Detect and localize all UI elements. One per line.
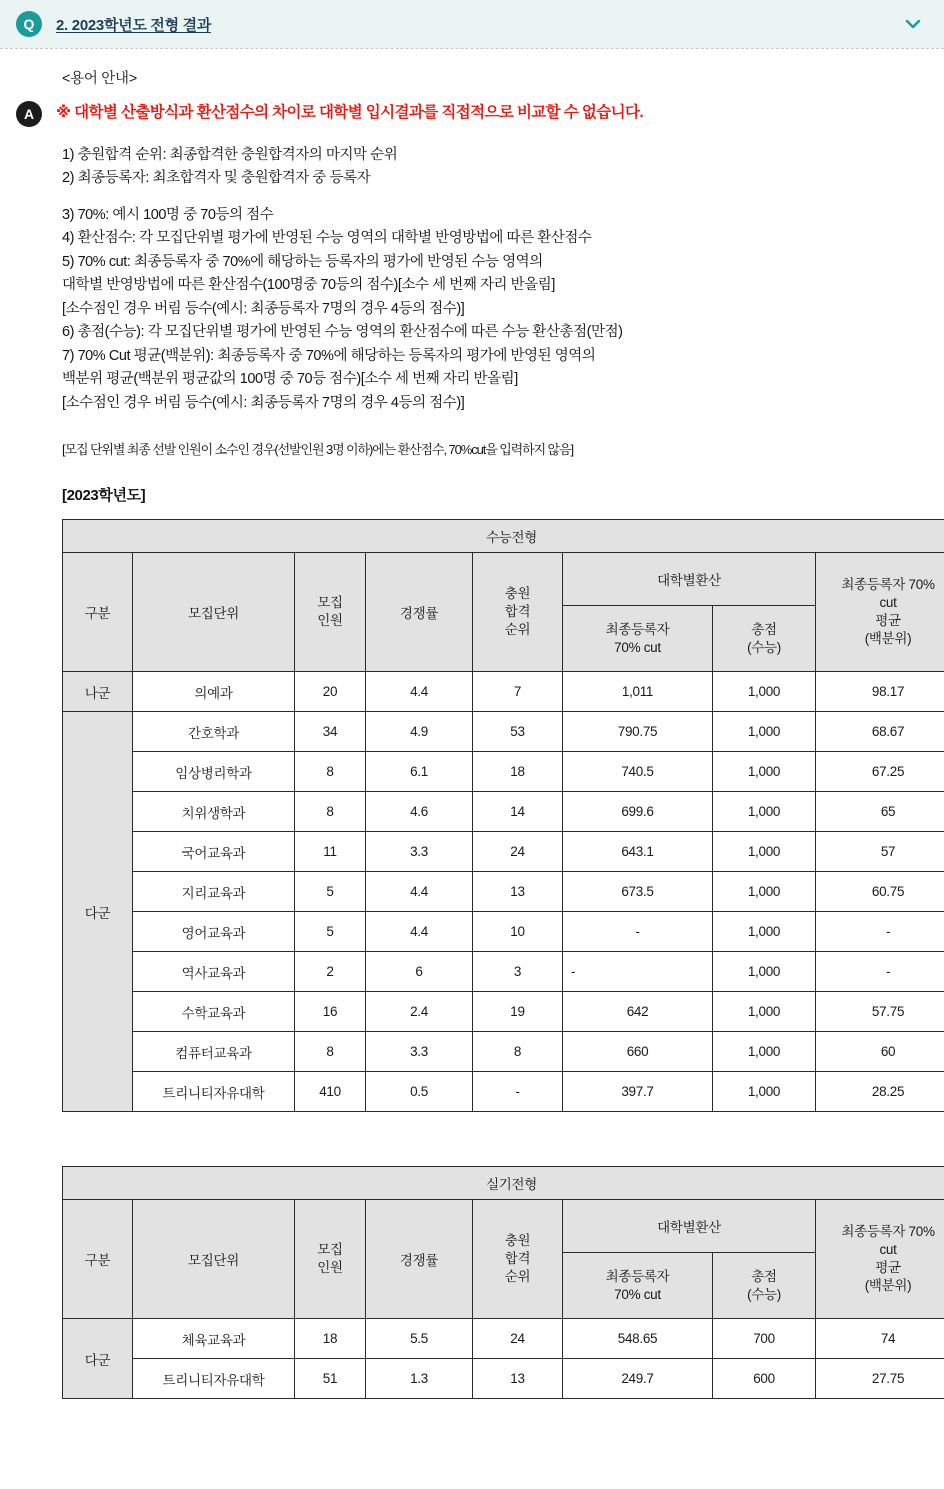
table-header-row <box>63 1200 944 1253</box>
cell-quota: 5 <box>295 872 366 912</box>
col-header-avg-line4: (백분위) <box>864 631 912 647</box>
cell-ratio: 6 <box>366 952 473 992</box>
cell-avg: 60.75 <box>816 872 944 912</box>
definition-line: 5) 70% cut: 최종등록자 중 70%에 해당하는 등록자의 평가에 반영된 수능 영역의 <box>62 253 543 270</box>
table-caption: 실기전형 <box>63 1167 944 1200</box>
cell-unit: 임상병리학과 <box>133 752 295 792</box>
cell-gubun: 다군 <box>63 1319 133 1399</box>
cell-cut: 642 <box>563 992 713 1032</box>
cell-quota: 16 <box>295 992 366 1032</box>
cell-total: 1,000 <box>713 1032 816 1072</box>
cell-quota: 11 <box>295 832 366 872</box>
table-caption-row <box>63 520 944 553</box>
cell-avg: 74 <box>816 1319 944 1359</box>
cell-avg: - <box>816 952 944 992</box>
cell-cut: 397.7 <box>563 1072 713 1112</box>
col-header-rank-line2: 합격 <box>504 1251 531 1267</box>
cell-rank: - <box>473 1072 563 1112</box>
cell-unit: 수학교육과 <box>133 992 295 1032</box>
cell-rank: 14 <box>473 792 563 832</box>
col-header-avg <box>816 1200 944 1319</box>
cell-ratio: 4.6 <box>366 792 473 832</box>
table-row <box>63 1319 944 1359</box>
col-header-avg-line1: 최종등록자 70% <box>841 1224 935 1240</box>
table-row <box>63 992 944 1032</box>
cell-unit: 역사교육과 <box>133 952 295 992</box>
col-header-gubun: 구분 <box>63 1200 133 1319</box>
col-header-total-line1: 총점 <box>751 621 777 637</box>
page-title[interactable]: 2. 2023학년도 전형 결과 <box>56 16 212 34</box>
definition-line: 7) 70% Cut 평균(백분위): 최종등록자 중 70%에 해당하는 등록자의 평가에 반영된 영역의 <box>62 347 596 364</box>
table-row <box>63 1072 944 1112</box>
warning-text: ※ 대학별 산출방식과 환산점수의 차이로 대학별 입시결과를 직접적으로 비교할 수 없습니다. <box>56 104 644 121</box>
cell-ratio: 1.3 <box>366 1359 473 1399</box>
cell-ratio: 4.4 <box>366 872 473 912</box>
col-header-ratio: 경쟁률 <box>366 1200 473 1319</box>
cell-total: 1,000 <box>713 952 816 992</box>
col-header-rank-line1: 충원 <box>504 1233 531 1249</box>
col-header-rank-line2: 합격 <box>504 604 531 620</box>
col-header-avg-line3: 평균 <box>875 613 901 629</box>
cell-quota: 8 <box>295 792 366 832</box>
table-header-row <box>63 553 944 606</box>
table-row <box>63 912 944 952</box>
col-header-avg <box>816 553 944 672</box>
answer-badge: A <box>16 101 42 127</box>
col-header-rank-line1: 충원 <box>504 586 531 602</box>
cell-ratio: 4.4 <box>366 912 473 952</box>
col-header-rank <box>473 553 563 672</box>
cell-cut: - <box>563 912 713 952</box>
col-header-conversion-group: 대학별환산 <box>563 553 816 606</box>
table-row <box>63 1359 944 1399</box>
col-header-avg-line2: cut <box>879 595 897 611</box>
table-caption: 수능전형 <box>63 520 944 553</box>
cell-cut: 548.65 <box>563 1319 713 1359</box>
cell-unit: 체육교육과 <box>133 1319 295 1359</box>
cell-unit: 트리니티자유대학 <box>133 1359 295 1399</box>
col-header-quota-line1: 모집 <box>317 595 343 611</box>
table-row <box>63 1032 944 1072</box>
cell-unit: 영어교육과 <box>133 912 295 952</box>
cell-ratio: 5.5 <box>366 1319 473 1359</box>
col-header-unit: 모집단위 <box>133 553 295 672</box>
col-header-total <box>713 605 816 672</box>
cell-avg: 98.17 <box>816 672 944 712</box>
col-header-cut <box>563 605 713 672</box>
col-header-unit: 모집단위 <box>133 1200 295 1319</box>
cell-avg: 68.67 <box>816 712 944 752</box>
col-header-cut <box>563 1252 713 1319</box>
cell-total: 600 <box>713 1359 816 1399</box>
cell-total: 1,000 <box>713 752 816 792</box>
cell-rank: 53 <box>473 712 563 752</box>
cell-cut: 1,011 <box>563 672 713 712</box>
cell-total: 700 <box>713 1319 816 1359</box>
cell-unit: 지리교육과 <box>133 872 295 912</box>
cell-gubun: 나군 <box>63 672 133 712</box>
cell-unit: 치위생학과 <box>133 792 295 832</box>
cell-rank: 8 <box>473 1032 563 1072</box>
results-table-suneung <box>62 519 944 1112</box>
table-wrapper-suneung <box>62 519 935 1112</box>
cell-cut: 673.5 <box>563 872 713 912</box>
definition-line: [소수점인 경우 버림 등수(예시: 최종등록자 7명의 경우 4등의 점수)] <box>62 300 465 317</box>
col-header-avg-line4: (백분위) <box>864 1278 912 1294</box>
faq-question-header[interactable] <box>0 0 944 48</box>
cell-avg: 60 <box>816 1032 944 1072</box>
col-header-cut-line2: 70% cut <box>614 639 661 655</box>
table-row <box>63 872 944 912</box>
year-label: [2023학년도] <box>62 487 146 505</box>
definition-line: 대학별 반영방법에 따른 환산점수(100명중 70등의 점수)[소수 세 번째 자리 반올림] <box>62 277 555 294</box>
definition-line: 6) 총점(수능): 각 모집단위별 평가에 반영된 수능 영역의 환산점수에 따른 수능 환산총점(만점) <box>62 324 623 341</box>
col-header-cut-line2: 70% cut <box>614 1286 661 1302</box>
table-caption-row <box>63 1167 944 1200</box>
cell-avg: 27.75 <box>816 1359 944 1399</box>
cell-unit: 트리니티자유대학 <box>133 1072 295 1112</box>
col-header-gubun: 구분 <box>63 553 133 672</box>
table-row <box>63 792 944 832</box>
cell-total: 1,000 <box>713 912 816 952</box>
definition-line: 3) 70%: 예시 100명 중 70등의 점수 <box>62 206 274 223</box>
col-header-quota <box>295 1200 366 1319</box>
table-row <box>63 672 944 712</box>
cell-ratio: 0.5 <box>366 1072 473 1112</box>
col-header-quota <box>295 553 366 672</box>
cell-avg: 65 <box>816 792 944 832</box>
cell-rank: 24 <box>473 1319 563 1359</box>
col-header-ratio: 경쟁률 <box>366 553 473 672</box>
chevron-down-icon[interactable] <box>900 11 926 37</box>
cell-total: 1,000 <box>713 872 816 912</box>
question-badge: Q <box>16 11 42 37</box>
results-table-body-silgi <box>63 1319 944 1399</box>
cell-avg: 57 <box>816 832 944 872</box>
cell-quota: 8 <box>295 1032 366 1072</box>
definition-line: [소수점인 경우 버림 등수(예시: 최종등록자 7명의 경우 4등의 점수)] <box>62 394 465 411</box>
results-table-silgi <box>62 1166 944 1399</box>
cell-unit: 간호학과 <box>133 712 295 752</box>
table-wrapper-silgi <box>62 1166 935 1399</box>
bottom-spacer <box>0 1399 944 1429</box>
col-header-total-line2: (수능) <box>747 639 781 655</box>
cell-cut: 660 <box>563 1032 713 1072</box>
table-row <box>63 832 944 872</box>
definition-line: 4) 환산점수: 각 모집단위별 평가에 반영된 수능 영역의 대학별 반영방법에 따른 환산점수 <box>62 230 592 247</box>
col-header-avg-line3: 평균 <box>875 1260 901 1276</box>
definition-line: 백분위 평균(백분위 평균값의 100명 중 70등 점수)[소수 세 번째 자리 반올림] <box>62 371 518 388</box>
col-header-total-line2: (수능) <box>747 1286 781 1302</box>
definitions-group-1 <box>62 144 924 191</box>
cell-quota: 34 <box>295 712 366 752</box>
col-header-rank <box>473 1200 563 1319</box>
cell-quota: 410 <box>295 1072 366 1112</box>
cell-total: 1,000 <box>713 1072 816 1112</box>
table-row <box>63 752 944 792</box>
col-header-total-line1: 총점 <box>751 1268 777 1284</box>
cell-rank: 24 <box>473 832 563 872</box>
cell-unit: 의예과 <box>133 672 295 712</box>
cell-total: 1,000 <box>713 672 816 712</box>
cell-gubun: 다군 <box>63 712 133 1112</box>
col-header-quota-line2: 인원 <box>317 1260 343 1276</box>
col-header-rank-line3: 순위 <box>504 1269 531 1285</box>
cell-rank: 18 <box>473 752 563 792</box>
small-selection-note: [모집 단위별 최종 선발 인원이 소수인 경우(선발인원 3명 이하)에는 환산점수, 70%cut을 입력하지 않음] <box>62 442 573 458</box>
cell-quota: 51 <box>295 1359 366 1399</box>
cell-unit: 컴퓨터교육과 <box>133 1032 295 1072</box>
cell-rank: 3 <box>473 952 563 992</box>
col-header-avg-line1: 최종등록자 70% <box>841 577 935 593</box>
cell-cut: 740.5 <box>563 752 713 792</box>
table-row <box>63 952 944 992</box>
cell-quota: 8 <box>295 752 366 792</box>
answer-content <box>0 49 944 1429</box>
cell-rank: 13 <box>473 872 563 912</box>
cell-ratio: 4.4 <box>366 672 473 712</box>
cell-unit: 국어교육과 <box>133 832 295 872</box>
cell-rank: 13 <box>473 1359 563 1399</box>
cell-ratio: 6.1 <box>366 752 473 792</box>
definition-line: 2) 최종등록자: 최초합격자 및 충원합격자 중 등록자 <box>62 170 371 187</box>
results-table-body-suneung <box>63 672 944 1112</box>
cell-ratio: 2.4 <box>366 992 473 1032</box>
cell-cut: 643.1 <box>563 832 713 872</box>
cell-quota: 20 <box>295 672 366 712</box>
cell-ratio: 3.3 <box>366 832 473 872</box>
col-header-conversion-group: 대학별환산 <box>563 1200 816 1253</box>
cell-avg: 67.25 <box>816 752 944 792</box>
col-header-cut-line1: 최종등록자 <box>605 1268 670 1284</box>
cell-total: 1,000 <box>713 792 816 832</box>
cell-quota: 2 <box>295 952 366 992</box>
col-header-quota-line2: 인원 <box>317 613 343 629</box>
cell-total: 1,000 <box>713 992 816 1032</box>
table-row <box>63 712 944 752</box>
cell-rank: 19 <box>473 992 563 1032</box>
col-header-quota-line1: 모집 <box>317 1242 343 1258</box>
definitions-group-2 <box>62 204 924 415</box>
cell-avg: 28.25 <box>816 1072 944 1112</box>
cell-avg: - <box>816 912 944 952</box>
term-guide-heading: <용어 안내> <box>62 71 137 87</box>
cell-cut: 790.75 <box>563 712 713 752</box>
definition-line: 1) 충원합격 순위: 최종합격한 충원합격자의 마지막 순위 <box>62 147 398 163</box>
cell-quota: 18 <box>295 1319 366 1359</box>
cell-cut: - <box>563 952 713 992</box>
col-header-rank-line3: 순위 <box>504 622 531 638</box>
col-header-total <box>713 1252 816 1319</box>
cell-cut: 249.7 <box>563 1359 713 1399</box>
col-header-cut-line1: 최종등록자 <box>605 621 670 637</box>
cell-cut: 699.6 <box>563 792 713 832</box>
cell-total: 1,000 <box>713 712 816 752</box>
cell-total: 1,000 <box>713 832 816 872</box>
cell-rank: 7 <box>473 672 563 712</box>
cell-ratio: 3.3 <box>366 1032 473 1072</box>
answer-warning-row <box>0 101 944 127</box>
col-header-avg-line2: cut <box>879 1242 897 1258</box>
cell-rank: 10 <box>473 912 563 952</box>
cell-avg: 57.75 <box>816 992 944 1032</box>
cell-ratio: 4.9 <box>366 712 473 752</box>
cell-quota: 5 <box>295 912 366 952</box>
